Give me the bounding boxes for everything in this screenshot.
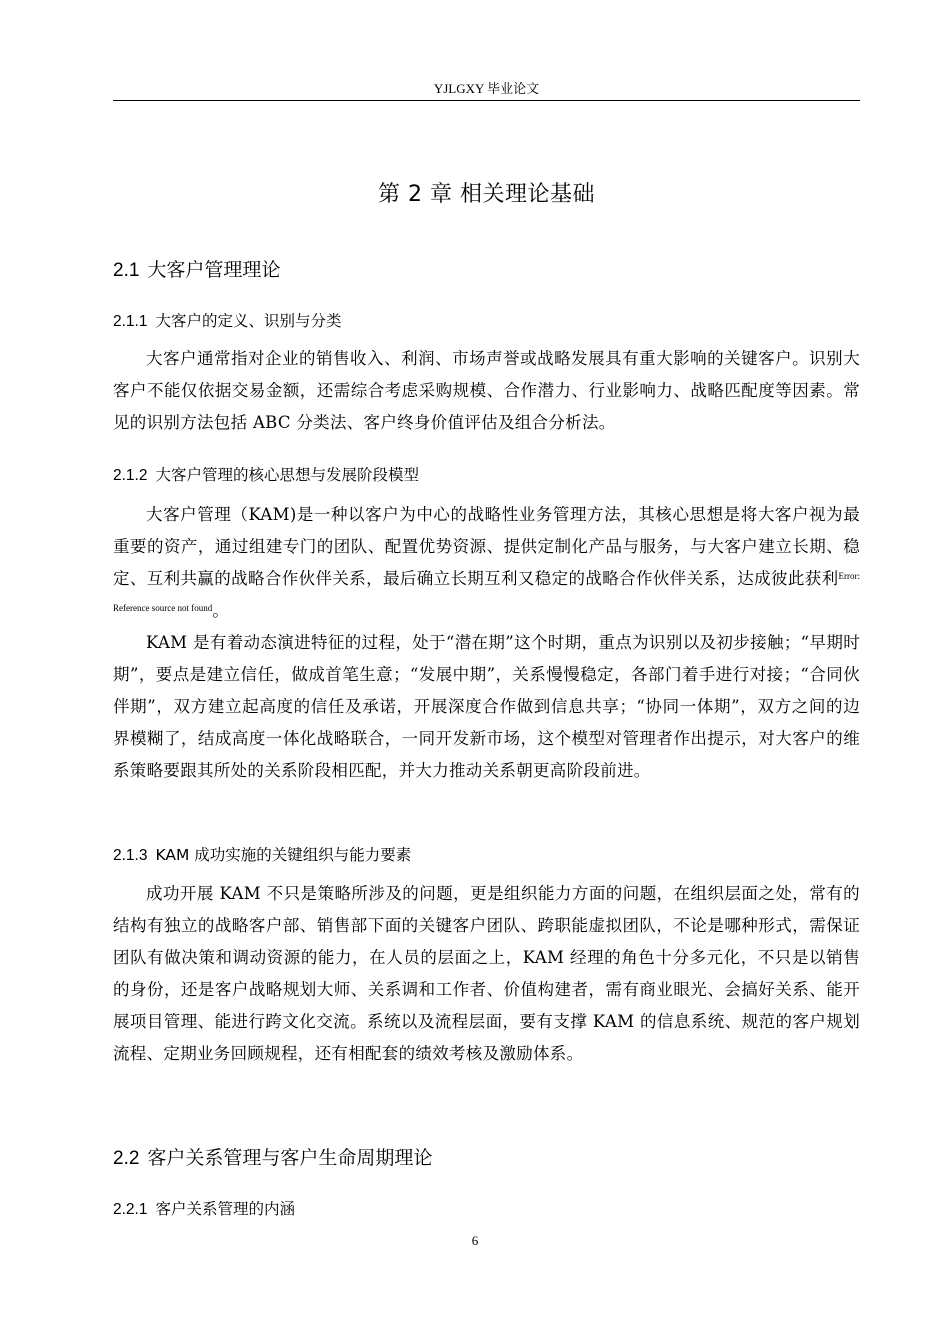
section-heading-2-1: [113, 255, 280, 282]
paragraph-2-1-3: 成功开展 KAM 不只是策略所涉及的问题，更是组织能力方面的问题，在组织层面之处，常有的结构有独立的战略客户部、销售部下面的关键客户团队、跨职能虚拟团队，不论是哪种形式，需保证团队有做决策和调动资源的能力，在人员的层面之上，KAM 经理的角色十分多元化，不只是以销售的身份，还是客户战略规划大师、关系调和工作者、价值构建者，需有商业眼光、会搞好关系、能开展项目管理、能进行跨文化交流。系统以及流程层面，要有支撑 KAM 的信息系统、规范的客户规划流程、定期业务回顾规程，还有相配套的绩效考核及激励体系。: [113, 884, 860, 1063]
reference-error-marker: Error: Reference source not found: [113, 571, 860, 613]
section-number: 2.2: [113, 1148, 140, 1169]
section-heading-2-1-2: [113, 463, 419, 485]
section-heading-2-2-1: [113, 1197, 295, 1219]
section-title: 客户关系管理的内涵: [155, 1200, 295, 1218]
section-title: 大客户的定义、识别与分类: [155, 312, 342, 330]
section-number: 2.1.3: [113, 847, 148, 864]
section-title: 客户关系管理与客户生命周期理论: [147, 1147, 433, 1169]
page-number: 6: [471, 1233, 479, 1248]
section-title: 大客户管理的核心思想与发展阶段模型: [155, 466, 419, 484]
section-title: 大客户管理理论: [147, 259, 281, 281]
section-heading-2-1-1: [113, 309, 342, 331]
paragraph-2-1-1: 大客户通常指对企业的销售收入、利润、市场声誉或战略发展具有重大影响的关键客户。识别大客户不能仅依据交易金额，还需综合考虑采购规模、合作潜力、行业影响力、战略匹配度等因素。常见的识别方法包括 ABC 分类法、客户终身价值评估及组合分析法。: [113, 349, 860, 432]
chapter-title: 第 2 章 相关理论基础: [378, 182, 595, 207]
paragraph-2-1-2-b: KAM 是有着动态演进特征的过程，处于“潜在期”这个时期，重点为识别以及初步接触；“早期时期”，要点是建立信任，做成首笔生意；“发展中期”，关系慢慢稳定，各部门着手进行对接；“合同伙伴期”，双方建立起高度的信任及承诺，开展深度合作做到信息共享；“协同一体期”，双方之间的边界模糊了，结成高度一体化战略联合，一同开发新市场，这个模型对管理者作出提示，对大客户的维系策略要跟其所处的关系阶段相匹配，并大力推动关系朝更高阶段前进。: [113, 633, 860, 780]
paragraph-end: 。: [212, 601, 230, 620]
section-title: KAM 成功实施的关键组织与能力要素: [155, 846, 412, 864]
section-number: 2.1.1: [113, 313, 148, 330]
paragraph-text: 大客户管理（KAM)是一种以客户为中心的战略性业务管理方法，其核心思想是将大客户视为最重要的资产，通过组建专门的团队、配置优势资源、提供定制化产品与服务，与大客户建立长期、稳定、互利共赢的战略合作伙伴关系，最后确立长期互利又稳定的战略合作伙伴关系，达成彼此获利: [113, 505, 860, 588]
header-rule: [113, 100, 860, 101]
paragraph-2-1-2-a: [113, 499, 860, 627]
section-number: 2.2.1: [113, 1201, 148, 1218]
section-number: 2.1.2: [113, 467, 148, 484]
running-header: YJLGXY 毕业论文: [433, 81, 540, 96]
section-number: 2.1: [113, 260, 140, 281]
section-heading-2-1-3: [113, 843, 411, 865]
section-heading-2-2: [113, 1143, 432, 1170]
